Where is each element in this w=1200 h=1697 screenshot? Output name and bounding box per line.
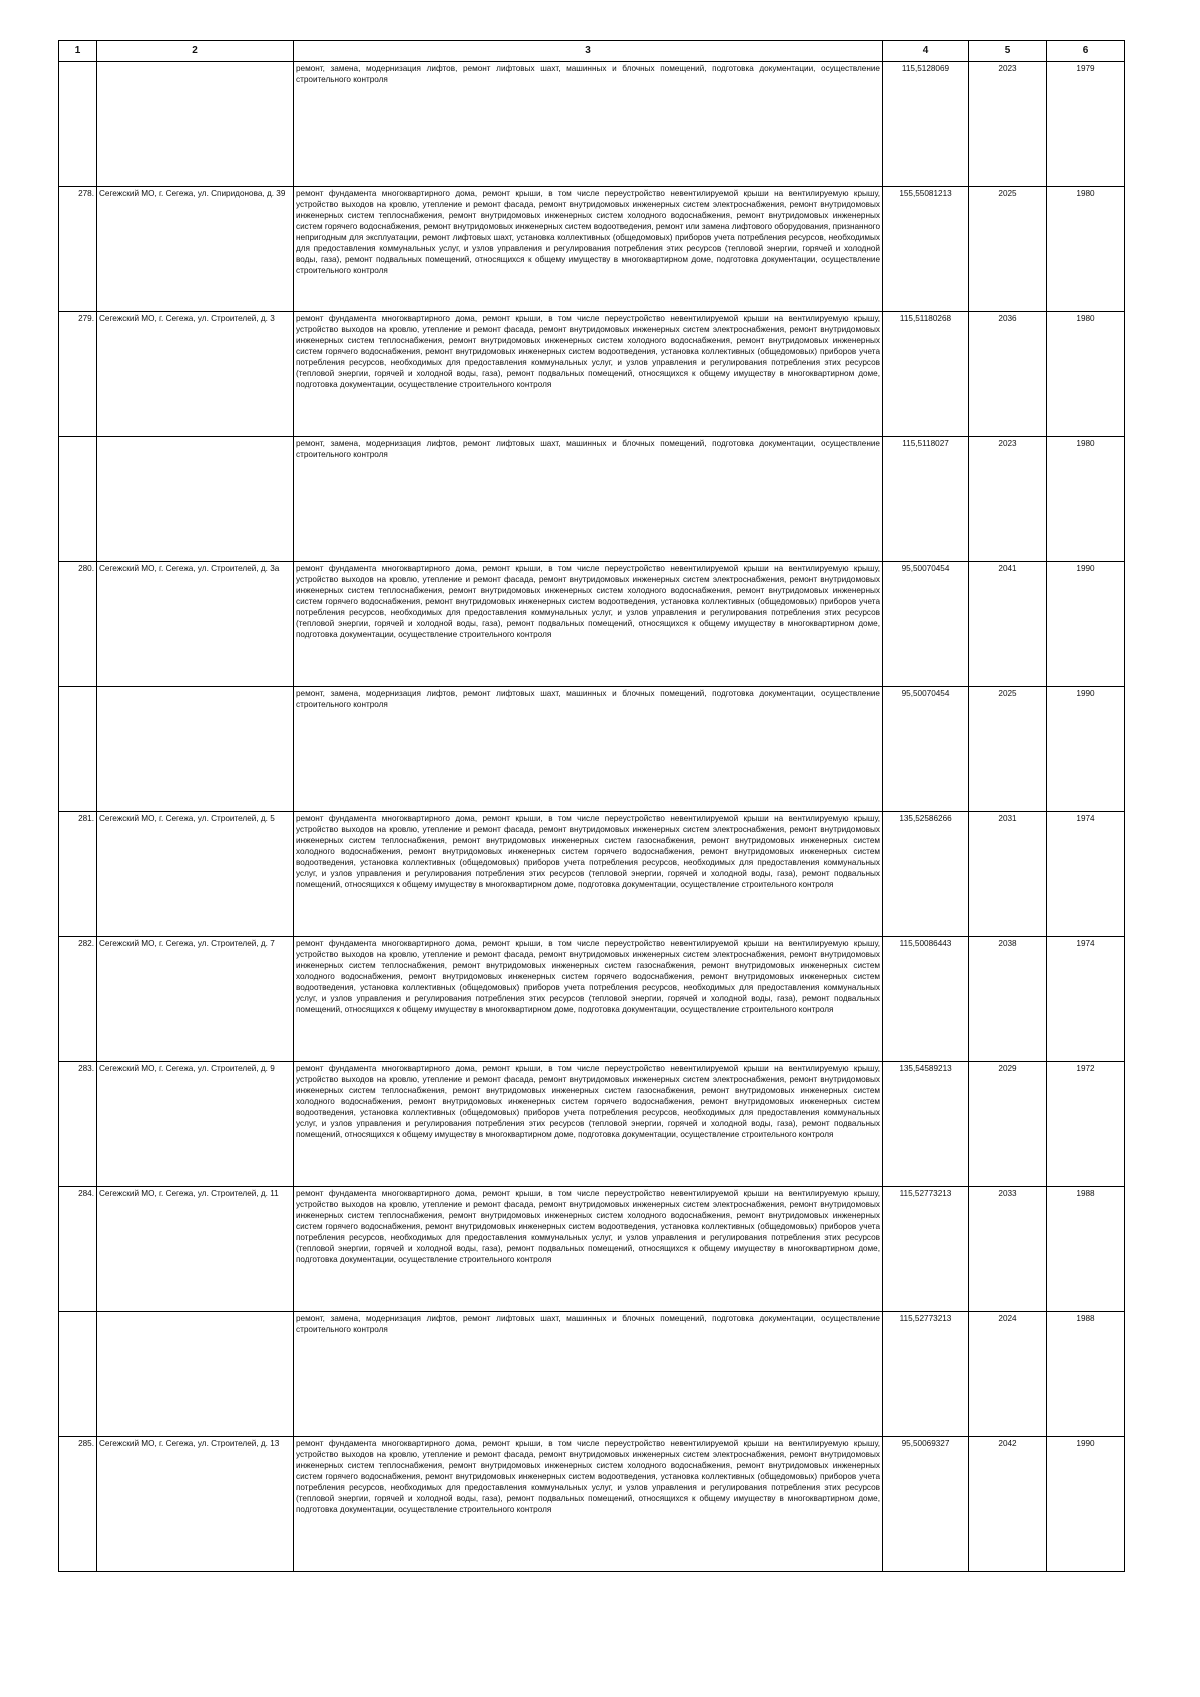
work-description: ремонт, замена, модернизация лифтов, ремонт лифтовых шахт, машинных и блочных помещений, подготовка документации, осуществление строительного контроля [294, 687, 883, 812]
year-cell: 2031 [969, 812, 1047, 937]
built-year-cell: 1980 [1047, 437, 1125, 562]
work-description: ремонт, замена, модернизация лифтов, ремонт лифтовых шахт, машинных и блочных помещений, подготовка документации, осуществление строительного контроля [294, 437, 883, 562]
table-row [59, 1187, 1125, 1312]
table-row [59, 437, 1125, 562]
cost-cell: 95,50070454 [883, 562, 969, 687]
cost-cell: 95,50069327 [883, 1437, 969, 1572]
row-number [59, 1312, 97, 1437]
row-number: 279. [59, 312, 97, 437]
table-row [59, 812, 1125, 937]
row-number: 285. [59, 1437, 97, 1572]
work-description: ремонт, замена, модернизация лифтов, ремонт лифтовых шахт, машинных и блочных помещений, подготовка документации, осуществление строительного контроля [294, 62, 883, 187]
cost-cell: 115,5128069 [883, 62, 969, 187]
work-description: ремонт фундамента многоквартирного дома, ремонт крыши, в том числе переустройство невентилируемой крыши на вентилируемую крышу, устройство выходов на кровлю, утепление и ремонт фасада, ремонт внутридомовых инженерных систем электроснабжения, ремонт внутридомовых инженерных систем теплоснабжения, ремонт внутридомовых инженерных систем газоснабжения, ремонт внутридомовых инженерных систем холодного водоснабжения, ремонт внутридомовых инженерных систем горячего водоснабжения, ремонт внутридомовых инженерных систем водоотведения, установка коллективных (общедомовых) приборов учета потребления ресурсов, необходимых для предоставления коммунальных услуг, и узлов управления и регулирования потребления этих ресурсов (тепловой энергии, горячей и холодной воды, газа), ремонт подвальных помещений, относящихся к общему имуществу в многоквартирном доме, подготовка документации, осуществление строительного контроля [294, 812, 883, 937]
cost-cell: 155,55081213 [883, 187, 969, 312]
col-header-2: 2 [97, 41, 294, 62]
address-cell [97, 437, 294, 562]
row-number [59, 687, 97, 812]
year-cell: 2023 [969, 62, 1047, 187]
year-cell: 2029 [969, 1062, 1047, 1187]
year-cell: 2025 [969, 687, 1047, 812]
address-cell: Сегежский МО, г. Сегежа, ул. Строителей, д. 3 [97, 312, 294, 437]
row-number [59, 437, 97, 562]
work-description: ремонт фундамента многоквартирного дома, ремонт крыши, в том числе переустройство невентилируемой крыши на вентилируемую крышу, устройство выходов на кровлю, утепление и ремонт фасада, ремонт внутридомовых инженерных систем электроснабжения, ремонт внутридомовых инженерных систем теплоснабжения, ремонт внутридомовых инженерных систем газоснабжения, ремонт внутридомовых инженерных систем холодного водоснабжения, ремонт внутридомовых инженерных систем горячего водоснабжения, ремонт внутридомовых инженерных систем водоотведения, установка коллективных (общедомовых) приборов учета потребления ресурсов, необходимых для предоставления коммунальных услуг, и узлов управления и регулирования потребления этих ресурсов (тепловой энергии, горячей и холодной воды, газа), ремонт подвальных помещений, относящихся к общему имуществу в многоквартирном доме, подготовка документации, осуществление строительного контроля [294, 1062, 883, 1187]
row-number: 278. [59, 187, 97, 312]
work-description: ремонт фундамента многоквартирного дома, ремонт крыши, в том числе переустройство невентилируемой крыши на вентилируемую крышу, устройство выходов на кровлю, утепление и ремонт фасада, ремонт внутридомовых инженерных систем электроснабжения, ремонт внутридомовых инженерных систем теплоснабжения, ремонт внутридомовых инженерных систем холодного водоснабжения, ремонт внутридомовых инженерных систем горячего водоснабжения, ремонт внутридомовых инженерных систем водоотведения, установка коллективных (общедомовых) приборов учета потребления ресурсов, необходимых для предоставления коммунальных услуг, и узлов управления и регулирования потребления этих ресурсов (тепловой энергии, горячей и холодной воды, газа), ремонт подвальных помещений, относящихся к общему имуществу в многоквартирном доме, подготовка документации, осуществление строительного контроля [294, 312, 883, 437]
work-description: ремонт фундамента многоквартирного дома, ремонт крыши, в том числе переустройство невентилируемой крыши на вентилируемую крышу, устройство выходов на кровлю, утепление и ремонт фасада, ремонт внутридомовых инженерных систем электроснабжения, ремонт внутридомовых инженерных систем теплоснабжения, ремонт внутридомовых инженерных систем холодного водоснабжения, ремонт внутридомовых инженерных систем горячего водоснабжения, ремонт внутридомовых инженерных систем водоотведения, установка коллективных (общедомовых) приборов учета потребления ресурсов, необходимых для предоставления коммунальных услуг, и узлов управления и регулирования потребления этих ресурсов (тепловой энергии, горячей и холодной воды, газа), ремонт подвальных помещений, относящихся к общему имуществу в многоквартирном доме, подготовка документации, осуществление строительного контроля [294, 1187, 883, 1312]
work-description: ремонт фундамента многоквартирного дома, ремонт крыши, в том числе переустройство невентилируемой крыши на вентилируемую крышу, устройство выходов на кровлю, утепление и ремонт фасада, ремонт внутридомовых инженерных систем электроснабжения, ремонт внутридомовых инженерных систем теплоснабжения, ремонт внутридомовых инженерных систем холодного водоснабжения, ремонт внутридомовых инженерных систем горячего водоснабжения, ремонт внутридомовых инженерных систем водоотведения, ремонт или замена лифтового оборудования, признанного непригодным для эксплуатации, ремонт лифтовых шахт, установка коллективных (общедомовых) приборов учета потребления ресурсов, необходимых для предоставления коммунальных услуг, и узлов управления и регулирования потребления этих ресурсов (тепловой энергии, горячей и холодной воды, газа), ремонт подвальных помещений, относящихся к общему имуществу в многоквартирном доме, подготовка документации, осуществление строительного контроля [294, 187, 883, 312]
built-year-cell: 1988 [1047, 1312, 1125, 1437]
col-header-4: 4 [883, 41, 969, 62]
built-year-cell: 1974 [1047, 812, 1125, 937]
year-cell: 2038 [969, 937, 1047, 1062]
built-year-cell: 1972 [1047, 1062, 1125, 1187]
table-row [59, 1437, 1125, 1572]
table-row [59, 562, 1125, 687]
table-row [59, 1312, 1125, 1437]
row-number: 280. [59, 562, 97, 687]
col-header-3: 3 [294, 41, 883, 62]
cost-cell: 135,52586266 [883, 812, 969, 937]
table-row [59, 312, 1125, 437]
built-year-cell: 1990 [1047, 1437, 1125, 1572]
address-cell: Сегежский МО, г. Сегежа, ул. Строителей, д. 13 [97, 1437, 294, 1572]
table-row [59, 1062, 1125, 1187]
built-year-cell: 1979 [1047, 62, 1125, 187]
year-cell: 2042 [969, 1437, 1047, 1572]
year-cell: 2033 [969, 1187, 1047, 1312]
address-cell [97, 687, 294, 812]
work-description: ремонт фундамента многоквартирного дома, ремонт крыши, в том числе переустройство невентилируемой крыши на вентилируемую крышу, устройство выходов на кровлю, утепление и ремонт фасада, ремонт внутридомовых инженерных систем электроснабжения, ремонт внутридомовых инженерных систем теплоснабжения, ремонт внутридомовых инженерных систем газоснабжения, ремонт внутридомовых инженерных систем холодного водоснабжения, ремонт внутридомовых инженерных систем горячего водоснабжения, ремонт внутридомовых инженерных систем водоотведения, установка коллективных (общедомовых) приборов учета потребления ресурсов, необходимых для предоставления коммунальных услуг, и узлов управления и регулирования потребления этих ресурсов (тепловой энергии, горячей и холодной воды, газа), ремонт подвальных помещений, относящихся к общему имуществу в многоквартирном доме, подготовка документации, осуществление строительного контроля [294, 937, 883, 1062]
address-cell: Сегежский МО, г. Сегежа, ул. Строителей, д. 9 [97, 1062, 294, 1187]
cost-cell: 95,50070454 [883, 687, 969, 812]
row-number [59, 62, 97, 187]
cost-cell: 115,52773213 [883, 1187, 969, 1312]
address-cell: Сегежский МО, г. Сегежа, ул. Строителей, д. 3а [97, 562, 294, 687]
work-description: ремонт фундамента многоквартирного дома, ремонт крыши, в том числе переустройство невентилируемой крыши на вентилируемую крышу, устройство выходов на кровлю, утепление и ремонт фасада, ремонт внутридомовых инженерных систем электроснабжения, ремонт внутридомовых инженерных систем теплоснабжения, ремонт внутридомовых инженерных систем холодного водоснабжения, ремонт внутридомовых инженерных систем горячего водоснабжения, ремонт внутридомовых инженерных систем водоотведения, установка коллективных (общедомовых) приборов учета потребления ресурсов, необходимых для предоставления коммунальных услуг, и узлов управления и регулирования потребления этих ресурсов (тепловой энергии, горячей и холодной воды, газа), ремонт подвальных помещений, относящихся к общему имуществу в многоквартирном доме, подготовка документации, осуществление строительного контроля [294, 1437, 883, 1572]
address-cell: Сегежский МО, г. Сегежа, ул. Строителей, д. 7 [97, 937, 294, 1062]
row-number: 283. [59, 1062, 97, 1187]
built-year-cell: 1990 [1047, 687, 1125, 812]
built-year-cell: 1980 [1047, 312, 1125, 437]
table-row [59, 937, 1125, 1062]
capital-repair-table [58, 40, 1125, 1572]
row-number: 282. [59, 937, 97, 1062]
document-page [58, 40, 1124, 1572]
year-cell: 2041 [969, 562, 1047, 687]
cost-cell: 115,52773213 [883, 1312, 969, 1437]
work-description: ремонт фундамента многоквартирного дома, ремонт крыши, в том числе переустройство невентилируемой крыши на вентилируемую крышу, устройство выходов на кровлю, утепление и ремонт фасада, ремонт внутридомовых инженерных систем электроснабжения, ремонт внутридомовых инженерных систем теплоснабжения, ремонт внутридомовых инженерных систем холодного водоснабжения, ремонт внутридомовых инженерных систем горячего водоснабжения, ремонт внутридомовых инженерных систем водоотведения, установка коллективных (общедомовых) приборов учета потребления ресурсов, необходимых для предоставления коммунальных услуг, и узлов управления и регулирования потребления этих ресурсов (тепловой энергии, горячей и холодной воды, газа), ремонт подвальных помещений, относящихся к общему имуществу в многоквартирном доме, подготовка документации, осуществление строительного контроля [294, 562, 883, 687]
year-cell: 2036 [969, 312, 1047, 437]
col-header-1: 1 [59, 41, 97, 62]
col-header-5: 5 [969, 41, 1047, 62]
address-cell: Сегежский МО, г. Сегежа, ул. Строителей, д. 5 [97, 812, 294, 937]
address-cell [97, 1312, 294, 1437]
cost-cell: 115,51180268 [883, 312, 969, 437]
col-header-6: 6 [1047, 41, 1125, 62]
address-cell: Сегежский МО, г. Сегежа, ул. Спиридонова, д. 39 [97, 187, 294, 312]
table-row [59, 187, 1125, 312]
table-row [59, 62, 1125, 187]
year-cell: 2023 [969, 437, 1047, 562]
row-number: 284. [59, 1187, 97, 1312]
address-cell [97, 62, 294, 187]
row-number: 281. [59, 812, 97, 937]
built-year-cell: 1988 [1047, 1187, 1125, 1312]
cost-cell: 135,54589213 [883, 1062, 969, 1187]
cost-cell: 115,50086443 [883, 937, 969, 1062]
year-cell: 2024 [969, 1312, 1047, 1437]
header-row [59, 41, 1125, 62]
year-cell: 2025 [969, 187, 1047, 312]
table-row [59, 687, 1125, 812]
work-description: ремонт, замена, модернизация лифтов, ремонт лифтовых шахт, машинных и блочных помещений, подготовка документации, осуществление строительного контроля [294, 1312, 883, 1437]
built-year-cell: 1990 [1047, 562, 1125, 687]
address-cell: Сегежский МО, г. Сегежа, ул. Строителей, д. 11 [97, 1187, 294, 1312]
cost-cell: 115,5118027 [883, 437, 969, 562]
built-year-cell: 1974 [1047, 937, 1125, 1062]
built-year-cell: 1980 [1047, 187, 1125, 312]
